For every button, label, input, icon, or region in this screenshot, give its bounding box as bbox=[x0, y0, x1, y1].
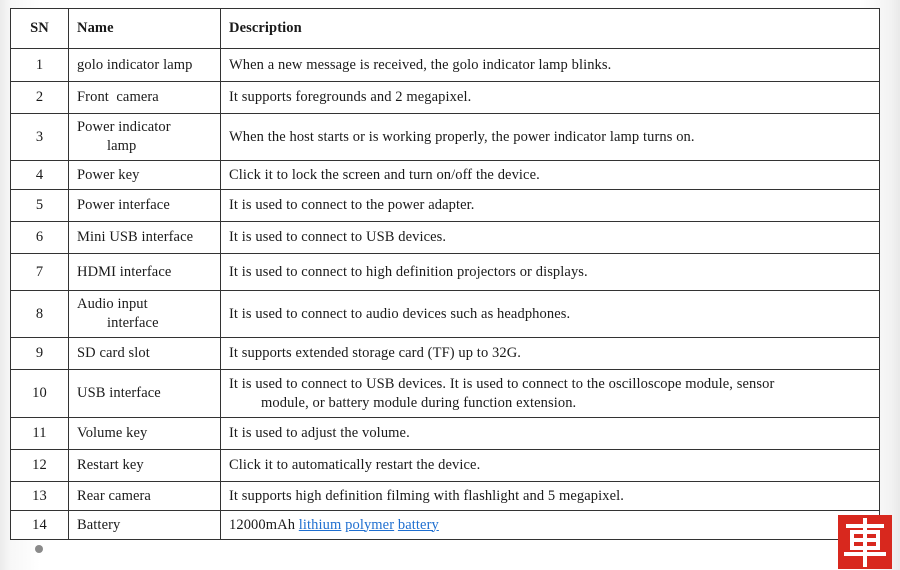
row-name: Restart key bbox=[69, 450, 221, 482]
row-description: It is used to connect to high definition projectors or displays. bbox=[221, 254, 880, 291]
row-sn: 14 bbox=[11, 511, 69, 540]
row-name-line2: interface bbox=[107, 315, 159, 331]
row-description: It supports foregrounds and 2 megapixel. bbox=[221, 82, 880, 114]
table-row bbox=[11, 161, 880, 190]
row-description bbox=[221, 511, 880, 540]
row-sn: 8 bbox=[11, 291, 69, 338]
table-row bbox=[11, 511, 880, 540]
row-name bbox=[69, 114, 221, 161]
table-header-row bbox=[11, 9, 880, 49]
row-name: HDMI interface bbox=[69, 254, 221, 291]
row-name: Front camera bbox=[69, 82, 221, 114]
row-sn: 4 bbox=[11, 161, 69, 190]
row-description: Click it to lock the screen and turn on/off the device. bbox=[221, 161, 880, 190]
row-description: When a new message is received, the golo indicator lamp blinks. bbox=[221, 49, 880, 82]
row-sn: 6 bbox=[11, 222, 69, 254]
table-row bbox=[11, 114, 880, 161]
table-row bbox=[11, 338, 880, 370]
row-sn: 7 bbox=[11, 254, 69, 291]
row-sn: 11 bbox=[11, 418, 69, 450]
row-description bbox=[221, 370, 880, 418]
header-sn: SN bbox=[11, 9, 69, 49]
row-name: USB interface bbox=[69, 370, 221, 418]
logo-glyph-icon bbox=[838, 515, 892, 569]
row-name: Volume key bbox=[69, 418, 221, 450]
row-name: Battery bbox=[69, 511, 221, 540]
table-row bbox=[11, 370, 880, 418]
row-description-line1: It is used to connect to USB devices. It is used to connect to the oscilloscope module, sensor bbox=[229, 375, 775, 392]
table-row bbox=[11, 418, 880, 450]
row-description: It is used to connect to audio devices such as headphones. bbox=[221, 291, 880, 338]
row-description: It supports extended storage card (TF) up to 32G. bbox=[221, 338, 880, 370]
row-name: Mini USB interface bbox=[69, 222, 221, 254]
table-row bbox=[11, 482, 880, 511]
battery-capacity: 12000mAh bbox=[229, 516, 296, 533]
row-description: When the host starts or is working properly, the power indicator lamp turns on. bbox=[221, 114, 880, 161]
link-lithium[interactable]: lithium bbox=[298, 516, 342, 533]
header-description: Description bbox=[221, 9, 880, 49]
table-row bbox=[11, 82, 880, 114]
row-description: Click it to automatically restart the device. bbox=[221, 450, 880, 482]
row-sn: 12 bbox=[11, 450, 69, 482]
row-sn: 1 bbox=[11, 49, 69, 82]
row-description: It is used to connect to the power adapter. bbox=[221, 190, 880, 222]
link-polymer[interactable]: polymer bbox=[345, 516, 395, 533]
bullet-dot-icon bbox=[35, 545, 43, 553]
table-row bbox=[11, 291, 880, 338]
table-row bbox=[11, 450, 880, 482]
table-row bbox=[11, 254, 880, 291]
row-name: Power key bbox=[69, 161, 221, 190]
row-description: It supports high definition filming with flashlight and 5 megapixel. bbox=[221, 482, 880, 511]
table-row bbox=[11, 190, 880, 222]
row-description: It is used to adjust the volume. bbox=[221, 418, 880, 450]
row-name-line1: Audio input bbox=[77, 296, 148, 312]
table-row bbox=[11, 222, 880, 254]
row-name: Power interface bbox=[69, 190, 221, 222]
link-battery[interactable]: battery bbox=[397, 516, 439, 533]
row-sn: 10 bbox=[11, 370, 69, 418]
row-sn: 13 bbox=[11, 482, 69, 511]
row-name bbox=[69, 291, 221, 338]
row-name: golo indicator lamp bbox=[69, 49, 221, 82]
logo-mark-icon bbox=[838, 515, 892, 569]
row-name-line1: Power indicator bbox=[77, 119, 171, 135]
row-description-line2: module, or battery module during function extension. bbox=[261, 394, 577, 411]
row-name-line2: lamp bbox=[107, 138, 137, 154]
row-description: It is used to connect to USB devices. bbox=[221, 222, 880, 254]
table-row bbox=[11, 49, 880, 82]
row-sn: 9 bbox=[11, 338, 69, 370]
row-name: SD card slot bbox=[69, 338, 221, 370]
row-sn: 2 bbox=[11, 82, 69, 114]
row-sn: 3 bbox=[11, 114, 69, 161]
spec-table bbox=[10, 8, 880, 540]
header-name: Name bbox=[69, 9, 221, 49]
row-name: Rear camera bbox=[69, 482, 221, 511]
row-sn: 5 bbox=[11, 190, 69, 222]
